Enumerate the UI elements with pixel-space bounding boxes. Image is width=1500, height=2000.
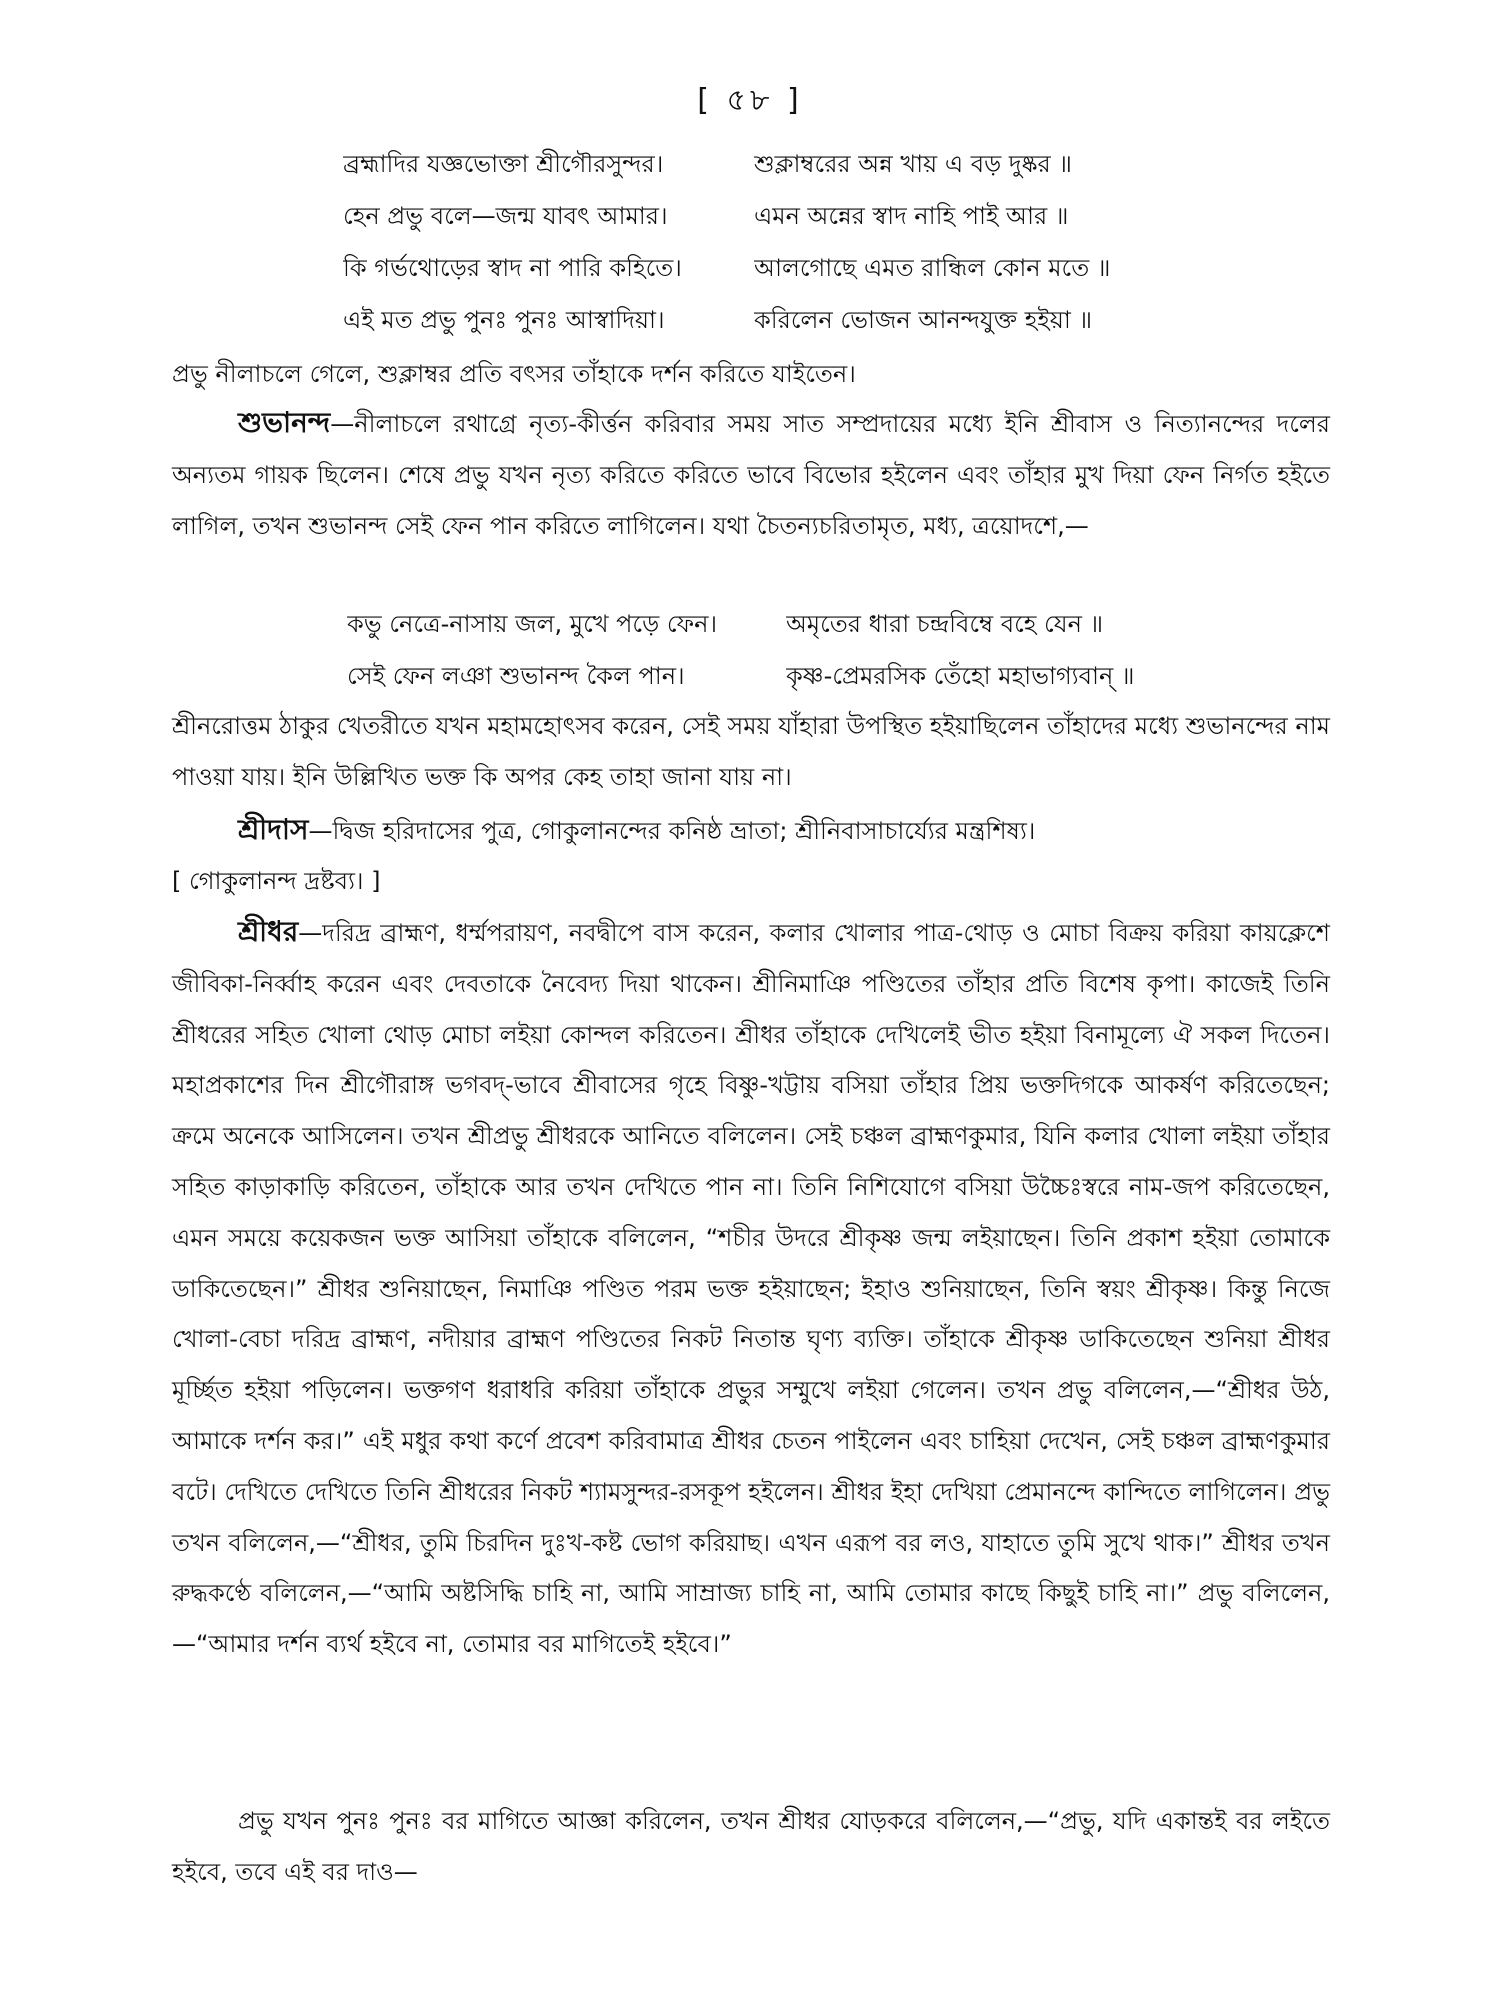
cross-reference: [ গোকুলানন্দ দ্রষ্টব্য। ] — [172, 867, 381, 895]
entry-term: শুভানন্দ — [238, 406, 331, 439]
verse-half: শুক্লাম্বরের অন্ন খায় এ বড় দুষ্কর ॥ — [754, 150, 1072, 178]
page-number: [ ৫৮ ] — [697, 83, 803, 118]
paragraph-final: প্রভু যখন পুনঃ পুনঃ বর মাগিতে আজ্ঞা করিলেন, তখন শ্রীধর যোড়করে বলিলেন,—“প্রভু, যদি একান্তই বর লইতে হইবে, তবে এই বর দাও— — [172, 1807, 1330, 1886]
verse-half: অমৃতের ধারা চন্দ্রবিম্বে বহে যেন ॥ — [786, 610, 1104, 638]
entry-term: শ্রীদাস — [238, 813, 309, 846]
verse-half: কি গর্ভথোড়ের স্বাদ না পারি কহিতে। — [343, 254, 682, 282]
verse-line — [0, 599, 1500, 649]
verse-line — [0, 243, 1500, 293]
verse-line — [0, 651, 1500, 701]
verse-half: সেই ফেন লঞা শুভানন্দ কৈল পান। — [347, 662, 685, 690]
text-line: প্রভু নীলাচলে গেলে, শুক্লাম্বর প্রতি বৎসর তাঁহাকে দর্শন করিতে যাইতেন। — [172, 360, 856, 388]
entry-term: শ্রীধর — [238, 915, 299, 948]
entry-text: —দ্বিজ হরিদাসের পুত্র, গোকুলানন্দের কনিষ্ঠ ভ্রাতা; শ্রীনিবাসাচার্য্যের মন্ত্রশিষ্য। — [308, 817, 1036, 845]
verse-line — [0, 139, 1500, 189]
verse-half: ব্রহ্মাদির যজ্ঞভোক্তা শ্রীগৌরসুন্দর। — [343, 150, 664, 178]
verse-half: এমন অন্নের স্বাদ নাহি পাই আর ॥ — [754, 202, 1069, 230]
verse-half: কৃষ্ণ-প্রেমরসিক তেঁহো মহাভাগ্যবান্ ॥ — [786, 662, 1135, 690]
verse-half: আলগোছে এমত রান্ধিল কোন মতে ॥ — [754, 254, 1111, 282]
verse-line — [0, 295, 1500, 345]
verse-half: কভু নেত্রে-নাসায় জল, মুখে পড়ে ফেন। — [347, 610, 718, 638]
entry-shubhananda — [172, 398, 1330, 551]
verse-line — [0, 191, 1500, 241]
verse-half: হেন প্রভু বলে—জন্ম যাবৎ আমার। — [343, 202, 668, 230]
verse-half: করিলেন ভোজন আনন্দযুক্ত হইয়া ॥ — [754, 306, 1093, 334]
entry-text: —দরিদ্র ব্রাহ্মণ, ধর্ম্মপরায়ণ, নবদ্বীপে বাস করেন, কলার খোলার পাত্র-থোড় ও মোচা বিক্রয় করিয়া কায়ক্লেশে জীবিকা-নির্ব্বাহ করেন এবং দেবতাকে নৈবেদ্য দিয়া থাকেন। শ্রীনিমাঞি পণ্ডিতের তাঁহার প্রতি বিশেষ কৃপা। কাজেই তিনি শ্রীধরের সহিত খোলা থোড় মোচা লইয়া কোন্দল করিতেন। শ্রীধর তাঁহাকে দেখিলেই ভীত হইয়া বিনামূল্যে ঐ সকল দিতেন। মহাপ্রকাশের দিন শ্রীগৌরাঙ্গ ভগবদ্-ভাবে শ্রীবাসের গৃহে বিষ্ণু-খট্টায় বসিয়া তাঁহার প্রিয় ভক্তদিগকে আকর্ষণ করিতেছেন; ক্রমে অনেকে আসিলেন। তখন শ্রীপ্রভু শ্রীধরকে আনিতে বলিলেন। সেই চঞ্চল ব্রাহ্মণকুমার, যিনি কলার খোলা লইয়া তাঁহার সহিত কাড়াকাড়ি করিতেন, তাঁহাকে আর তখন দেখিতে পান না। তিনি নিশিযোগে বসিয়া উচ্চৈঃস্বরে নাম-জপ করিতেছেন, এমন সময়ে কয়েকজন ভক্ত আসিয়া তাঁহাকে বলিলেন, “শচীর উদরে শ্রীকৃষ্ণ জন্ম লইয়াছেন। তিনি প্রকাশ হইয়া তোমাকে ডাকিতেছেন।” শ্রীধর শুনিয়াছেন, নিমাঞি পণ্ডিত পরম ভক্ত হইয়াছেন; ইহাও শুনিয়াছেন, তিনি স্বয়ং শ্রীকৃষ্ণ। কিন্তু নিজে খোলা-বেচা দরিদ্র ব্রাহ্মণ, নদীয়ার ব্রাহ্মণ পণ্ডিতের নিকট নিতান্ত ঘৃণ্য ব্যক্তি। তাঁহাকে শ্রীকৃষ্ণ ডাকিতেছেন শুনিয়া শ্রীধর মূর্চ্ছিত হইয়া পড়িলেন। ভক্তগণ ধরাধরি করিয়া তাঁহাকে প্রভুর সম্মুখে লইয়া গেলেন। তখন প্রভু বলিলেন,—“শ্রীধর উঠ, আমাকে দর্শন কর।” এই মধুর কথা কর্ণে প্রবেশ করিবামাত্র শ্রীধর চেতন পাইলেন এবং চাহিয়া দেখেন, সেই চঞ্চল ব্রাহ্মণকুমার বটে। দেখিতে দেখিতে তিনি শ্রীধরের নিকট শ্যামসুন্দর-রসকূপ হইলেন। শ্রীধর ইহা দেখিয়া প্রেমানন্দে কান্দিতে লাগিলেন। প্রভু তখন বলিলেন,—“শ্রীধর, তুমি চিরদিন দুঃখ-কষ্ট ভোগ করিয়াছ। এখন এরূপ বর লও, যাহাতে তুমি সুখে থাক।” শ্রীধর তখন রুদ্ধকণ্ঠে বলিলেন,—“আমি অষ্টসিদ্ধি চাহি না, আমি সাম্রাজ্য চাহি না, আমি তোমার কাছে কিছুই চাহি না।” প্রভু বলিলেন,—“আমার দর্শন ব্যর্থ হইবে না, তোমার বর মাগিতেই হইবে।” — [172, 919, 1330, 1659]
entry-text: —নীলাচলে রথাগ্রে নৃত্য-কীর্ত্তন করিবার সময় সাত সম্প্রদায়ের মধ্যে ইনি শ্রীবাস ও নিত্যানন্দের দলের অন্যতম গায়ক ছিলেন। শেষে প্রভু যখন নৃত্য করিতে করিতে ভাবে বিভোর হইলেন এবং তাঁহার মুখ দিয়া ফেন নির্গত হইতে লাগিল, তখন শুভানন্দ সেই ফেন পান করিতে লাগিলেন। যথা চৈতন্যচরিতামৃত, মধ্য, ত্রয়োদশে,— — [172, 410, 1330, 540]
entry-shridas — [172, 805, 1330, 857]
entry-shridhar — [172, 907, 1330, 1670]
paragraph-narottam: শ্রীনরোত্তম ঠাকুর খেতরীতে যখন মহামহোৎসব করেন, সেই সময় যাঁহারা উপস্থিত হইয়াছিলেন তাঁহাদের মধ্যে শুভানন্দের নাম পাওয়া যায়। ইনি উল্লিখিত ভক্ত কি অপর কেহ তাহা জানা যায় না। — [172, 712, 1330, 791]
verse-half: এই মত প্রভু পুনঃ পুনঃ আস্বাদিয়া। — [343, 306, 665, 334]
